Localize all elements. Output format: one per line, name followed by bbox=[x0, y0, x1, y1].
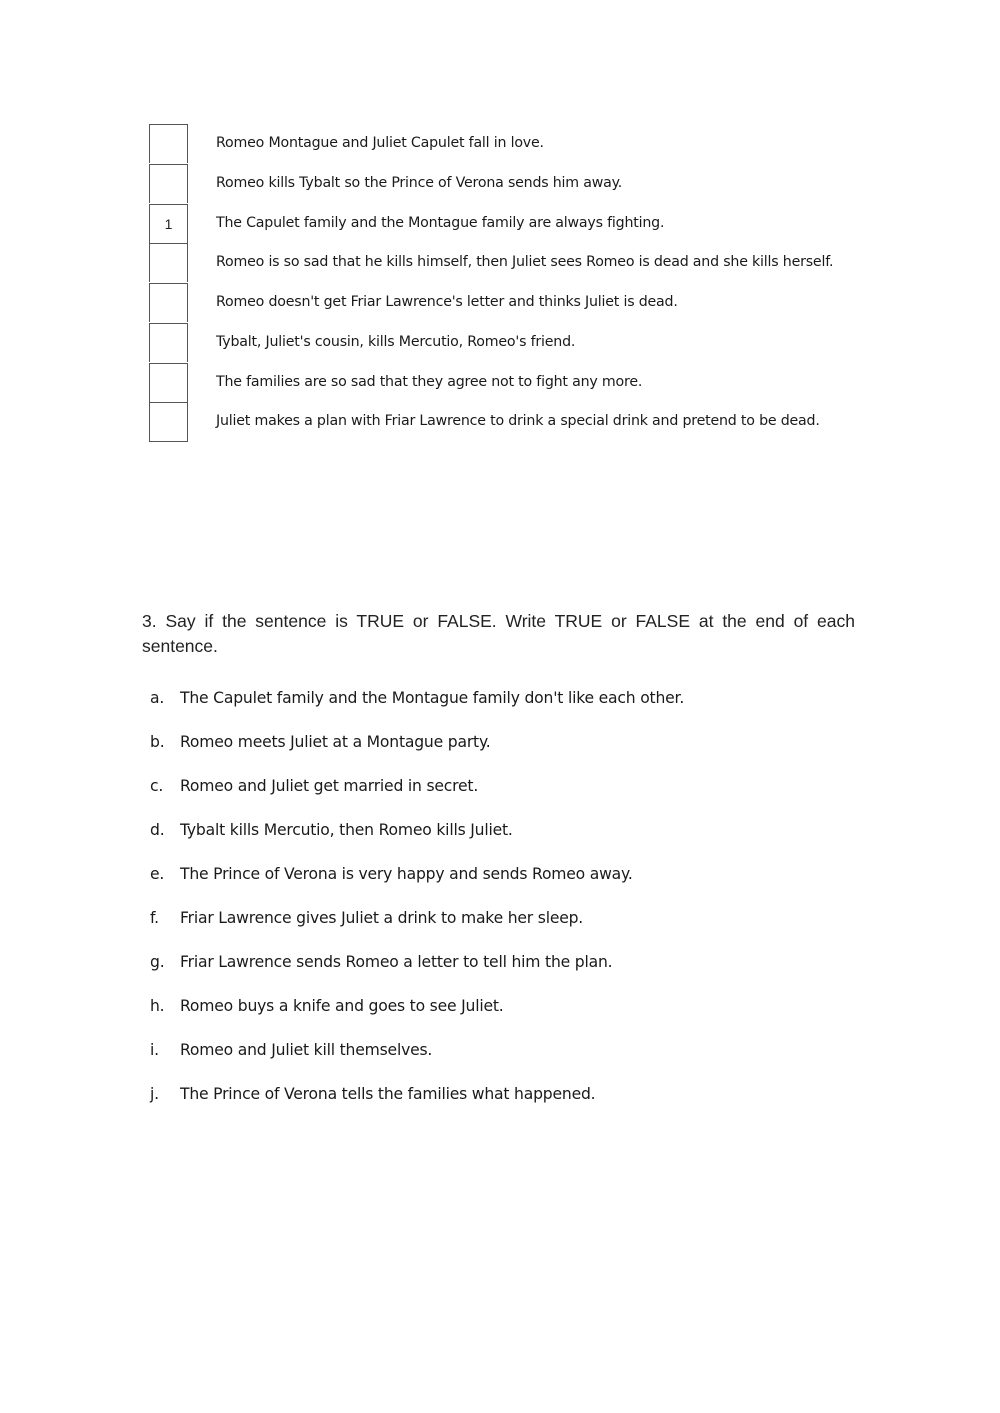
order-row bbox=[149, 124, 869, 164]
order-number-box[interactable] bbox=[149, 243, 188, 282]
list-item bbox=[150, 904, 850, 948]
order-number-box[interactable] bbox=[149, 402, 188, 442]
item-letter: a. bbox=[150, 689, 165, 707]
item-sentence: Romeo buys a knife and goes to see Juliet. bbox=[180, 997, 504, 1015]
order-event-text: The families are so sad that they agree not to fight any more. bbox=[216, 373, 643, 390]
item-sentence: Friar Lawrence sends Romeo a letter to tell him the plan. bbox=[180, 953, 613, 971]
section-3-instruction: 3. Say if the sentence is TRUE or FALSE. Write TRUE or FALSE at the end of each sentence. bbox=[142, 611, 855, 656]
item-letter: e. bbox=[150, 865, 165, 883]
order-number-box[interactable] bbox=[149, 164, 188, 203]
item-sentence: The Prince of Verona is very happy and sends Romeo away. bbox=[180, 865, 633, 883]
item-sentence: Friar Lawrence gives Juliet a drink to make her sleep. bbox=[180, 909, 584, 927]
order-event-text: Romeo is so sad that he kills himself, then Juliet sees Romeo is dead and she kills herself. bbox=[216, 254, 834, 271]
item-sentence: Romeo and Juliet get married in secret. bbox=[180, 777, 479, 795]
true-false-list bbox=[150, 684, 850, 1124]
list-item bbox=[150, 816, 850, 860]
order-row bbox=[149, 283, 869, 323]
item-letter: h. bbox=[150, 997, 165, 1015]
order-number-box[interactable] bbox=[149, 283, 188, 322]
order-event-text: Romeo Montague and Juliet Capulet fall in love. bbox=[216, 135, 544, 151]
item-letter: g. bbox=[150, 953, 165, 971]
list-item bbox=[150, 992, 850, 1036]
order-event-text: Tybalt, Juliet's cousin, kills Mercutio, Romeo's friend. bbox=[216, 333, 576, 350]
item-sentence: Romeo and Juliet kill themselves. bbox=[180, 1041, 433, 1059]
story-order-table bbox=[149, 124, 869, 442]
order-number-box[interactable] bbox=[149, 323, 188, 362]
item-letter: j. bbox=[150, 1085, 159, 1103]
item-sentence: The Prince of Verona tells the families what happened. bbox=[180, 1085, 596, 1103]
list-item bbox=[150, 772, 850, 816]
order-number-box[interactable]: 1 bbox=[149, 204, 188, 243]
order-event-text: Romeo doesn't get Friar Lawrence's letter and thinks Juliet is dead. bbox=[216, 294, 678, 310]
order-number-box[interactable] bbox=[149, 363, 188, 402]
item-sentence: Romeo meets Juliet at a Montague party. bbox=[180, 733, 491, 751]
item-letter: c. bbox=[150, 777, 164, 795]
item-sentence: The Capulet family and the Montague family don't like each other. bbox=[180, 689, 685, 707]
list-item bbox=[150, 1080, 850, 1124]
item-letter: i. bbox=[150, 1041, 159, 1059]
list-item bbox=[150, 1036, 850, 1080]
item-letter: d. bbox=[150, 821, 165, 839]
order-row bbox=[149, 243, 869, 283]
list-item bbox=[150, 728, 850, 772]
list-item bbox=[150, 684, 850, 728]
item-letter: f. bbox=[150, 909, 159, 927]
order-row bbox=[149, 164, 869, 204]
item-sentence: Tybalt kills Mercutio, then Romeo kills Juliet. bbox=[180, 821, 513, 839]
order-row bbox=[149, 402, 869, 442]
order-row bbox=[149, 323, 869, 363]
order-row bbox=[149, 204, 869, 244]
item-letter: b. bbox=[150, 733, 165, 751]
order-number-box[interactable] bbox=[149, 124, 188, 163]
order-event-text: Romeo kills Tybalt so the Prince of Verona sends him away. bbox=[216, 174, 623, 191]
order-row bbox=[149, 363, 869, 403]
list-item bbox=[150, 948, 850, 992]
order-event-text: The Capulet family and the Montague family are always fighting. bbox=[216, 214, 665, 231]
order-event-text: Juliet makes a plan with Friar Lawrence to drink a special drink and pretend to be dead. bbox=[216, 413, 820, 430]
list-item bbox=[150, 860, 850, 904]
